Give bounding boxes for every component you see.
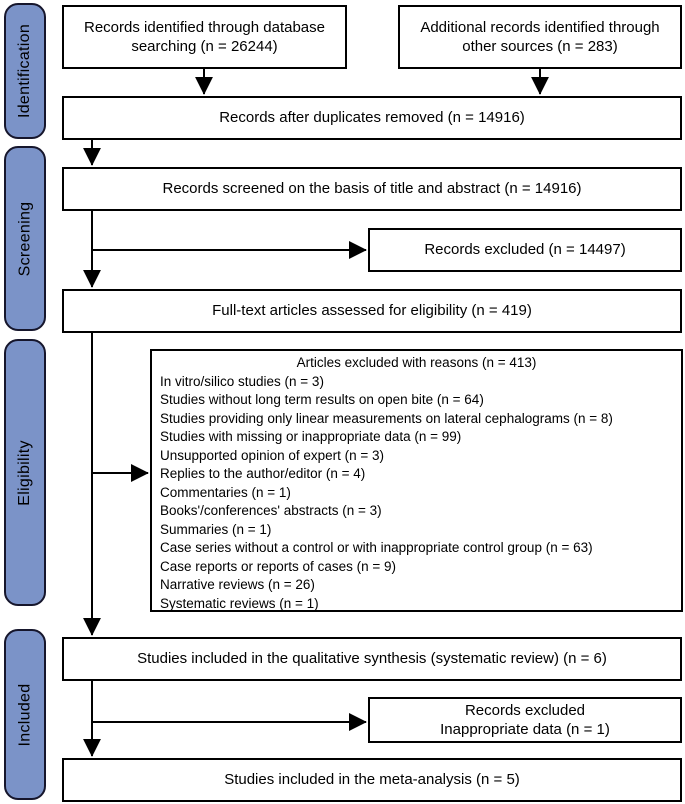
box-records-screened-text: Records screened on the basis of title and abstract (n = 14916) xyxy=(162,180,582,198)
excluded-reason-item: Studies providing only linear measurements on lateral cephalograms (n = 8) xyxy=(160,410,613,426)
box-records-database-search-text: Records identified through database searching (n = 26244) xyxy=(84,18,325,55)
excluded-reason-item: Studies with missing or inappropriate data (n = 99) xyxy=(160,429,462,444)
box-records-after-duplicates xyxy=(62,96,682,140)
excluded-reason-item: Case reports or reports of cases (n = 9) xyxy=(160,558,396,574)
stage-included xyxy=(4,629,46,800)
excluded-reason-item: Systematic reviews (n = 1) xyxy=(160,595,319,611)
excluded-reason-item: Case series without a control or with inappropriate control group (n = 63) xyxy=(160,540,593,555)
stage-identification xyxy=(4,3,46,139)
box-fulltext-assessed-text: Full-text articles assessed for eligibility (n = 419) xyxy=(212,302,532,320)
box-meta-analysis-text: Studies included in the meta-analysis (n = 5) xyxy=(224,771,520,789)
stage-screening xyxy=(4,146,46,331)
stage-screening-label: Screening xyxy=(16,201,33,276)
box-records-excluded xyxy=(368,228,682,272)
box-meta-records-excluded-line2: Inappropriate data (n = 1) xyxy=(440,721,610,738)
box-records-database-search xyxy=(62,5,347,69)
excluded-reason-item: In vitro/silico studies (n = 3) xyxy=(160,373,324,389)
excluded-reason-item: Narrative reviews (n = 26) xyxy=(160,577,315,592)
box-additional-records-other-sources xyxy=(398,5,682,69)
stage-eligibility-label: Eligibility xyxy=(16,439,34,506)
box-articles-excluded-reasons xyxy=(150,349,683,612)
box-meta-records-excluded-line1: Records excluded xyxy=(464,701,586,719)
excluded-reason-item: Commentaries (n = 1) xyxy=(160,484,291,500)
excluded-reason-item: Books'/conferences' abstracts (n = 3) xyxy=(160,503,382,518)
box-qualitative-synthesis-text: Studies included in the qualitative synthesis (systematic review) (n = 6) xyxy=(137,650,607,668)
box-records-screened xyxy=(62,167,682,211)
box-qualitative-synthesis xyxy=(62,637,682,681)
stage-identification-label: Identification xyxy=(16,23,34,119)
box-meta-records-excluded xyxy=(368,697,682,743)
box-meta-analysis xyxy=(62,758,682,802)
stage-eligibility xyxy=(4,339,46,606)
stage-included-label: Included xyxy=(16,683,33,746)
excluded-reason-item: Summaries (n = 1) xyxy=(160,521,272,537)
excluded-reason-item: Studies without long term results on open bite (n = 64) xyxy=(160,392,484,407)
box-records-excluded-text: Records excluded (n = 14497) xyxy=(424,241,626,259)
excluded-reasons-title: Articles excluded with reasons (n = 413) xyxy=(296,355,537,370)
excluded-reason-item: Unsupported opinion of expert (n = 3) xyxy=(160,447,385,463)
box-additional-records-other-sources-text: Additional records identified through other sources (n = 283) xyxy=(420,18,660,55)
box-records-after-duplicates-text: Records after duplicates removed (n = 14916) xyxy=(219,109,525,127)
box-fulltext-assessed xyxy=(62,289,682,333)
excluded-reason-item: Replies to the author/editor (n = 4) xyxy=(160,466,366,481)
